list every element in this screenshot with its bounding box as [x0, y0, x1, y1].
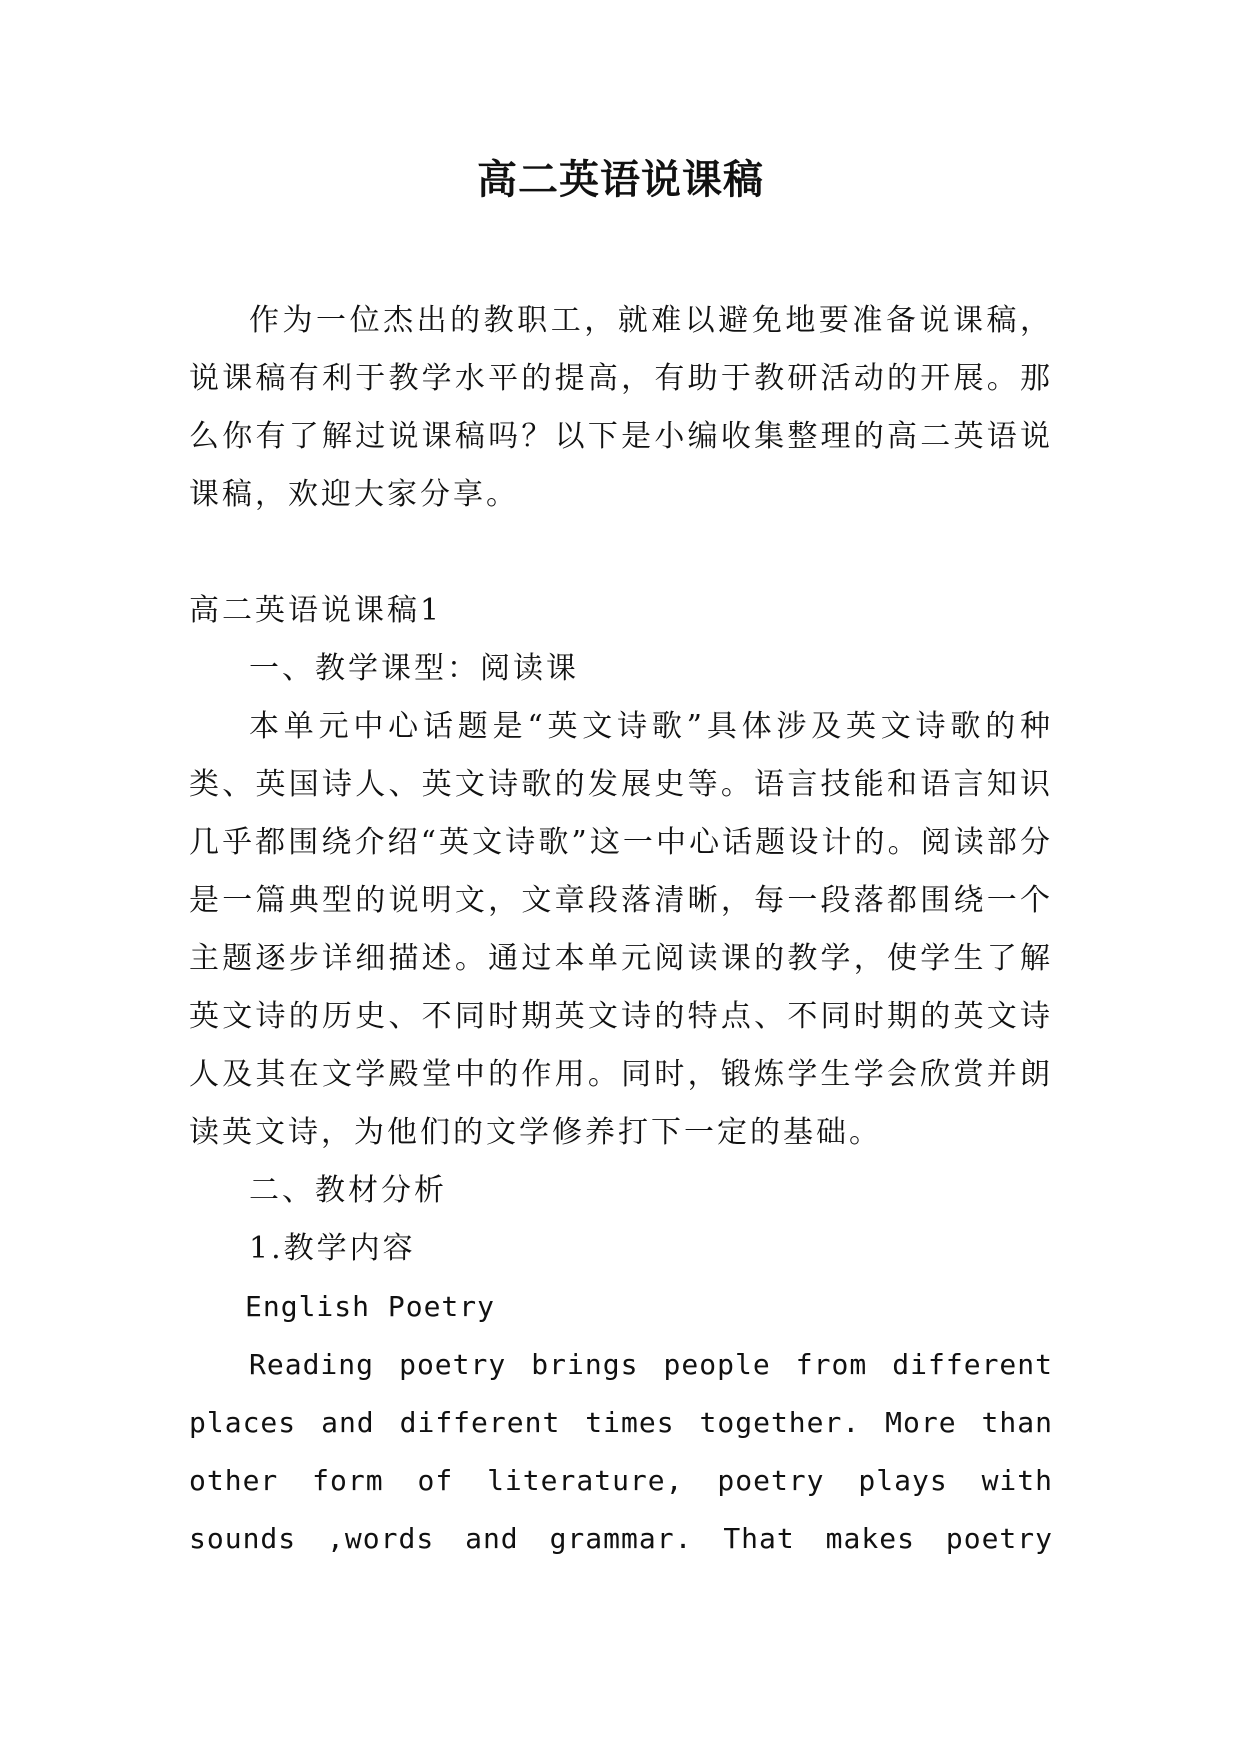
reading-line: Reading poetry brings people from different	[249, 1348, 1053, 1381]
reading-line: sounds ,words and grammar. That makes poetry	[189, 1522, 1053, 1555]
intro-paragraph: 作为一位杰出的教职工，就难以避免地要准备说课稿，说课稿有利于教学水平的提高，有助于教研活动的开展。那么你有了解过说课稿吗？以下是小编收集整理的高二英语说课稿，欢迎大家分享。	[189, 303, 1053, 512]
reading-title: English Poetry	[245, 1290, 496, 1323]
lesson-type-heading: 一、教学课型：阅读课	[249, 651, 579, 686]
material-analysis-heading: 二、教材分析	[249, 1173, 447, 1208]
reading-line: other form of literature, poetry plays with	[189, 1464, 1053, 1497]
document-body	[189, 292, 1053, 1568]
paragraph-spacer	[189, 524, 1053, 582]
reading-line: places and different times together. More than	[189, 1406, 1053, 1439]
reading-passage	[189, 1336, 1053, 1568]
section-heading: 高二英语说课稿1	[189, 593, 443, 628]
teaching-content-heading: 1.教学内容	[249, 1231, 416, 1266]
unit-description-paragraph: 本单元中心话题是“英文诗歌”具体涉及英文诗歌的种类、英国诗人、英文诗歌的发展史等。语言技能和语言知识几乎都围绕介绍“英文诗歌”这一中心话题设计的。阅读部分是一篇典型的说明文，文章段落清晰，每一段落都围绕一个主题逐步详细描述。通过本单元阅读课的教学，使学生了解英文诗的历史、不同时期英文诗的特点、不同时期的英文诗人及其在文学殿堂中的作用。同时，锻炼学生学会欣赏并朗读英文诗，为他们的文学修养打下一定的基础。	[189, 709, 1053, 1150]
document-title: 高二英语说课稿	[477, 157, 764, 203]
